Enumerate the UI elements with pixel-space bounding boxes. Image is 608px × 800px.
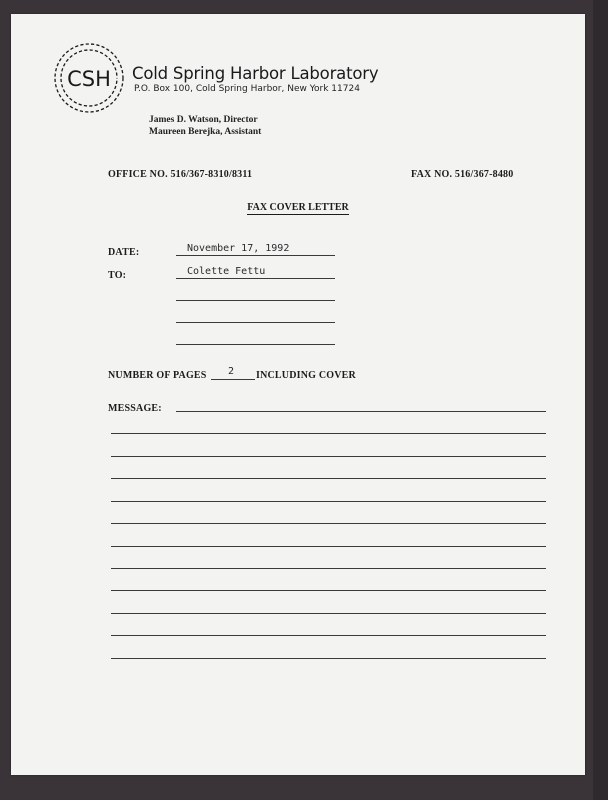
message-line xyxy=(176,411,546,412)
message-line xyxy=(111,590,546,591)
message-line xyxy=(111,635,546,636)
director-name: James D. Watson, Director xyxy=(149,115,258,125)
form-title-text: FAX COVER LETTER xyxy=(247,202,349,213)
date-label: DATE: xyxy=(108,247,140,258)
background-strip xyxy=(593,0,608,800)
message-line xyxy=(111,546,546,547)
fax-cover-sheet xyxy=(11,14,585,775)
message-line xyxy=(111,658,546,659)
office-number: OFFICE NO. 516/367-8310/8311 xyxy=(108,169,253,180)
date-line xyxy=(176,255,335,256)
organization-name: Cold Spring Harbor Laboratory xyxy=(132,64,379,83)
to-line-2 xyxy=(176,300,335,301)
to-label: TO: xyxy=(108,270,127,281)
pages-label: NUMBER OF PAGES xyxy=(108,370,207,381)
to-value: Colette Fettu xyxy=(187,266,266,277)
pages-value: 2 xyxy=(228,366,235,377)
message-line xyxy=(111,478,546,479)
csh-logo xyxy=(49,38,129,118)
message-line xyxy=(111,523,546,524)
pages-suffix: INCLUDING COVER xyxy=(256,370,356,381)
logo-text: CSH xyxy=(67,67,111,91)
assistant-name: Maureen Berejka, Assistant xyxy=(149,127,262,137)
organization-address: P.O. Box 100, Cold Spring Harbor, New York 11724 xyxy=(134,84,360,94)
to-line-3 xyxy=(176,322,335,323)
message-line xyxy=(111,456,546,457)
date-value: November 17, 1992 xyxy=(187,243,290,254)
message-line xyxy=(111,501,546,502)
pages-line xyxy=(211,379,255,380)
to-line-4 xyxy=(176,344,335,345)
form-title xyxy=(11,202,585,213)
fax-number: FAX NO. 516/367-8480 xyxy=(411,169,514,180)
message-line xyxy=(111,433,546,434)
message-label: MESSAGE: xyxy=(108,403,162,414)
to-line xyxy=(176,278,335,279)
message-line xyxy=(111,613,546,614)
message-line xyxy=(111,568,546,569)
